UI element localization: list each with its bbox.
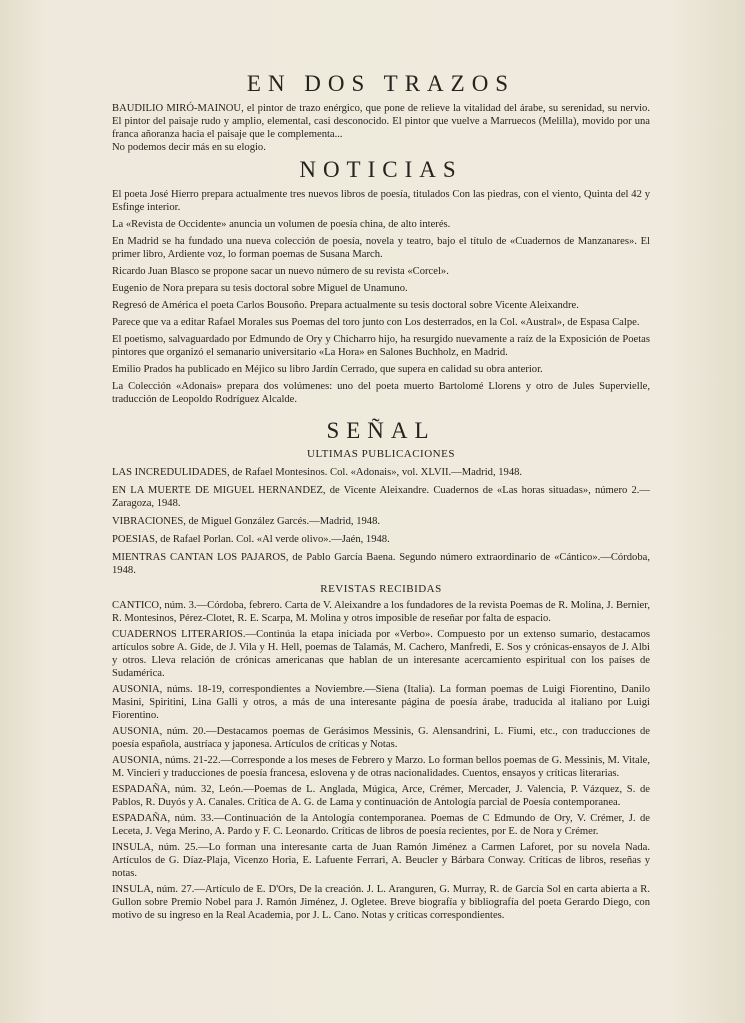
section-noticias	[112, 156, 650, 406]
magazine-item: INSULA, núm. 27.—Artículo de E. D'Ors, De la creación. J. L. Aranguren, G. Murray, R. de García Sol en carta abierta a R. Gullon sobre Premio Nobel para J. Ramón Jiménez, J. Ogletee. Breve biografía y bibliografía del poeta Gerardo Diego, con motivo de su ingreso en la Real Academia, por J. L. Cano. Notas y críticas correspondientes.	[112, 884, 650, 921]
publications-list	[112, 466, 650, 577]
publication-item: EN LA MUERTE DE MIGUEL HERNANDEZ, de Vicente Aleixandre. Cuadernos de «Las horas situadas», número 2.—Zaragoza, 1948.	[112, 485, 650, 509]
closing-line: No podemos decir más en su elogio.	[112, 142, 266, 153]
section-title: NOTICIAS	[299, 157, 463, 182]
page-content	[112, 70, 650, 925]
magazine-item: AUSONIA, núm. 20.—Destacamos poemas de Gerásimos Messinis, G. Alensandrini, L. Fiumi, etc., con traducciones de poesía española, austríaca y japonesa. Artículos de críticas y Notas.	[112, 726, 650, 750]
news-item: El poeta José Hierro prepara actualmente tres nuevos libros de poesía, titulados Con las piedras, con el viento, Quinta del 42 y Esfinge interior.	[112, 189, 650, 213]
section-senal	[112, 417, 650, 922]
news-item: Eugenio de Nora prepara su tesis doctoral sobre Miguel de Unamuno.	[112, 283, 408, 294]
section-en-dos-trazos	[112, 70, 650, 154]
publications-heading: ULTIMAS PUBLICACIONES	[307, 448, 455, 460]
publication-item: VIBRACIONES, de Miguel González Garcés.—Madrid, 1948.	[112, 516, 381, 527]
magazine-item: CUADERNOS LITERARIOS.—Continúa la etapa iniciada por «Verbo». Compuesto por un extenso sumario, destacamos artículos sobre A. Gide, de J. Vila y H. Hell, poemas de Talamás, M. Cachero, Manfredi, E. Sos y crónicas-ensayos de J. Albi y otros. Lleva relación de crónicas americanas que hablan de un interesante acercamiento espiritual con los países de Sudamérica.	[112, 629, 650, 679]
news-item: Emilio Prados ha publicado en Méjico su libro Jardín Cerrado, que supera en calidad su obra anterior.	[112, 364, 543, 375]
magazine-item: AUSONIA, núms. 18-19, correspondientes a Noviembre.—Siena (Italia). La forman poemas de Luigi Fiorentino, Danilo Masini, Spiritini, Lina Galli y otros, a más de una interesante página de poesía árabe, traducida al italiano por Luigi Fiorentino.	[112, 684, 650, 721]
news-item: Regresó de América el poeta Carlos Bousoño. Prepara actualmente su tesis doctoral sobre Vicente Aleixandre.	[112, 300, 579, 311]
publication-item: LAS INCREDULIDADES, de Rafael Montesinos. Col. «Adonais», vol. XLVII.—Madrid, 1948.	[112, 467, 523, 478]
magazine-item: AUSONIA, núms. 21-22.—Corresponde a los meses de Febrero y Marzo. Lo forman bellos poemas de G. Messinis, M. Vitale, M. Vincieri y traducciones de poesía francesa, eslovena y de otras nacionalidades. Cuentos, ensayos y críticas literarias.	[112, 755, 650, 779]
section-title: SEÑAL	[326, 418, 436, 443]
miro-mainou-paragraph: BAUDILIO MIRÓ-MAINOU, el pintor de trazo enérgico, que pone de relieve la vitalidad del árabe, su serenidad, su nervio. El pintor del paisaje rudo y amplio, elemental, casi desconocido. El pintor que vuelve a Marruecos (Melilla), movido por una franca añoranza hacia el paisaje que le complementa...	[112, 103, 650, 140]
magazine-item: INSULA, núm. 25.—Lo forman una interesante carta de Juan Ramón Jiménez a Carmen Laforet, por su novela Nada. Artículos de G. Díaz-Plaja, Vicenzo Horia, E. Lafuente Ferrari, A. Beucler y Bárbara Conway. Críticas de libros, reseñas y notas.	[112, 842, 650, 879]
magazine-item: CANTICO, núm. 3.—Córdoba, febrero. Carta de V. Aleixandre a los fundadores de la revista Poemas de R. Molina, J. Bernier, R. Montesinos, Pérez-Clotet, R. E. Scarpa, M. Molina y otros imposible de reseñar por falta de espacio.	[112, 600, 650, 624]
news-item: La Colección «Adonais» prepara dos volúmenes: uno del poeta muerto Bartolomé Llorens y otro de Jules Supervielle, traducción de Leopoldo Rodríguez Alcalde.	[112, 381, 650, 405]
news-item: Ricardo Juan Blasco se propone sacar un nuevo número de su revista «Corcel».	[112, 266, 449, 277]
news-item: La «Revista de Occidente» anuncia un volumen de poesía china, de alto interés.	[112, 219, 451, 230]
news-item: Parece que va a editar Rafael Morales sus Poemas del toro junto con Los desterrados, en la Col. «Austral», de Espasa Calpe.	[112, 317, 640, 328]
magazine-item: ESPADAÑA, núm. 33.—Continuación de la Antología contemporanea. Poemas de C Edmundo de Ory, V. Crémer, J. de Leceta, J. Vega Merino, A. Pardo y F. C. Leonardo. Críticas de libros de poesía recientes, por E. de Nora y Crémer.	[112, 813, 650, 837]
publication-item: POESIAS, de Rafael Porlan. Col. «Al verde olivo».—Jaén, 1948.	[112, 534, 390, 545]
magazines-heading: REVISTAS RECIBIDAS	[320, 583, 442, 595]
section-title: EN DOS TRAZOS	[246, 71, 516, 96]
news-item: En Madrid se ha fundado una nueva colección de poesía, novela y teatro, bajo el título de «Cuadernos de Manzanares». El primer libro, Ardiente voz, lo forman poemas de Susana March.	[112, 236, 650, 260]
magazines-list	[112, 599, 650, 922]
news-item: El poetismo, salvaguardado por Edmundo de Ory y Chicharro hijo, ha resurgido nuevamente a raíz de la Exposición de Poetas pintores que organizó el semanario universitario «La Hora» en Salones Buchholz, en Madrid.	[112, 334, 650, 358]
magazine-item: ESPADAÑA, núm. 32, León.—Poemas de L. Anglada, Múgica, Arce, Crémer, Mercader, J. Valencia, P. Vázquez, S. de Pablos, R. Duyós y A. Canales. Crítica de A. G. de Lama y continuación de Antología parcial de Poesía contemporanea.	[112, 784, 650, 808]
publication-item: MIENTRAS CANTAN LOS PAJAROS, de Pablo García Baena. Segundo número extraordinario de «Cántico».—Córdoba, 1948.	[112, 552, 650, 576]
